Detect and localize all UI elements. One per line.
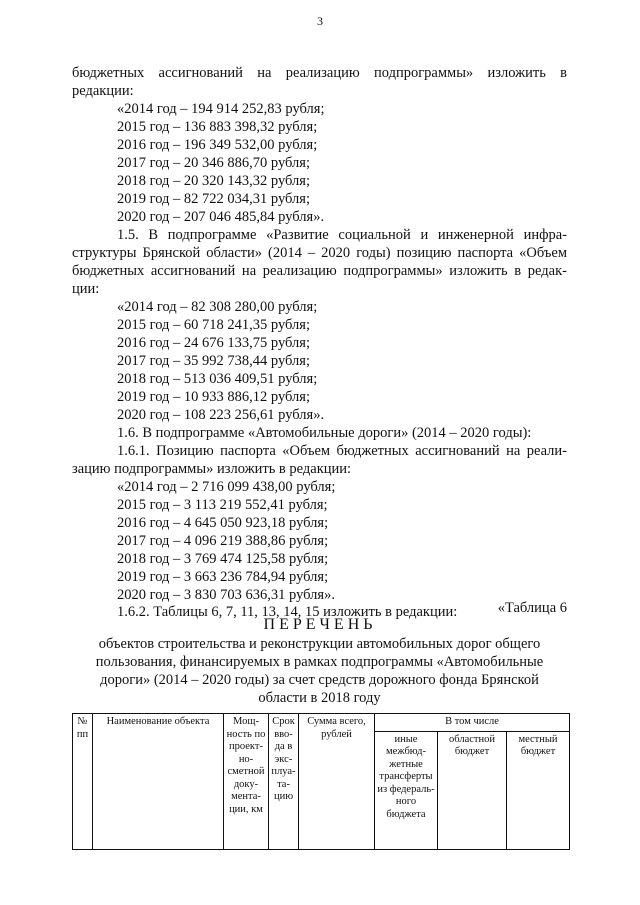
table-header-row [73,714,570,732]
list-title: ПЕРЕЧЕНЬ [263,616,377,633]
paragraph-line: ции: [72,281,100,297]
budget-line: 2019 год – 10 933 886,12 рубля; [117,389,310,405]
paragraph-line: 1.5. В подпрограмме «Развитие социальной и инженерной инфра- [117,227,567,243]
budget-line: 2020 год – 207 046 485,84 рубля». [117,209,325,225]
paragraph-line: 1.6. В подпрограмме «Автомобильные дороги» (2014 – 2020 годы): [117,425,532,441]
paragraph-line: бюджетных ассигнований на реализацию подпрограммы» изложить в редак- [72,263,567,279]
budget-line: 2016 год – 196 349 532,00 рубля; [117,137,318,153]
budget-line: 2019 год – 3 663 236 784,94 рубля; [117,569,329,585]
budget-line: 2019 год – 82 722 034,31 рубля; [117,191,310,207]
budget-line: 2017 год – 4 096 219 388,86 рубля; [117,533,329,549]
budget-line: 2015 год – 3 113 219 552,41 рубля; [117,497,328,513]
paragraph-line: редакции: [72,83,134,99]
list-subtitle-line: области в 2018 году [258,690,381,706]
header-object-name: Наименование объекта [93,714,224,850]
header-regional-budget: областной бюджет [438,731,507,849]
budget-line: 2015 год – 136 883 398,32 рубля; [117,119,318,135]
paragraph-line: структуры Брянской области» (2014 – 2020 годы) позицию паспорта «Объем [72,245,567,261]
budget-line: 2020 год – 3 830 703 636,31 рубля». [117,587,335,603]
page-number: 3 [317,14,323,28]
budget-line: 2020 год – 108 223 256,61 рубля». [117,407,325,423]
paragraph-line: 1.6.2. Таблицы 6, 7, 11, 13, 14, 15 изложить в редакции: [117,604,458,620]
budget-line: 2017 год – 20 346 886,70 рубля; [117,155,310,171]
budget-line: 2018 год – 20 320 143,32 рубля; [117,173,310,189]
paragraph-line: зацию подпрограммы» изложить в редакции: [72,461,352,477]
budget-line: 2018 год – 3 769 474 125,58 рубля; [117,551,329,567]
list-subtitle-line: дороги» (2014 – 2020 годы) за счет средств дорожного фонда Брянской [100,672,539,688]
header-local-budget: местный бюджет [507,731,570,849]
budget-line: 2018 год – 513 036 409,51 рубля; [117,371,318,387]
budget-line: 2016 год – 24 676 133,75 рубля; [117,335,310,351]
header-capacity: Мощ-ность по проект-но-сметной доку-мента-ции, км [224,714,269,850]
paragraph-line: бюджетных ассигнований на реализацию подпрограммы» изложить в [72,65,567,81]
budget-line: «2014 год – 82 308 280,00 рубля; [117,299,318,315]
paragraph-line: 1.6.1. Позицию паспорта «Объем бюджетных ассигнований на реали- [117,443,567,459]
budget-line: 2017 год – 35 992 738,44 рубля; [117,353,310,369]
budget-line: 2016 год – 4 645 050 923,18 рубля; [117,515,329,531]
header-sum: Сумма всего, рублей [299,714,375,850]
list-subtitle-line: объектов строительства и реконструкции автомобильных дорог общего [98,636,541,652]
table-number-label: «Таблица 6 [497,600,567,616]
budget-line: 2015 год – 60 718 241,35 рубля; [117,317,310,333]
header-including: В том числе [375,714,570,732]
header-term: Срок вво-да в экс-плуа-та-цию [269,714,299,850]
budget-line: «2014 год – 2 716 099 438,00 рубля; [117,479,336,495]
budget-line: «2014 год – 194 914 252,83 рубля; [117,101,325,117]
objects-table [72,713,570,850]
list-subtitle-line: пользования, финансируемых в рамках подпрограммы «Автомобильные [95,654,544,670]
header-federal-transfers: иные межбюд-жетные трансферты из федераль-ного бюджета [375,731,438,849]
header-number: № пп [73,714,93,850]
